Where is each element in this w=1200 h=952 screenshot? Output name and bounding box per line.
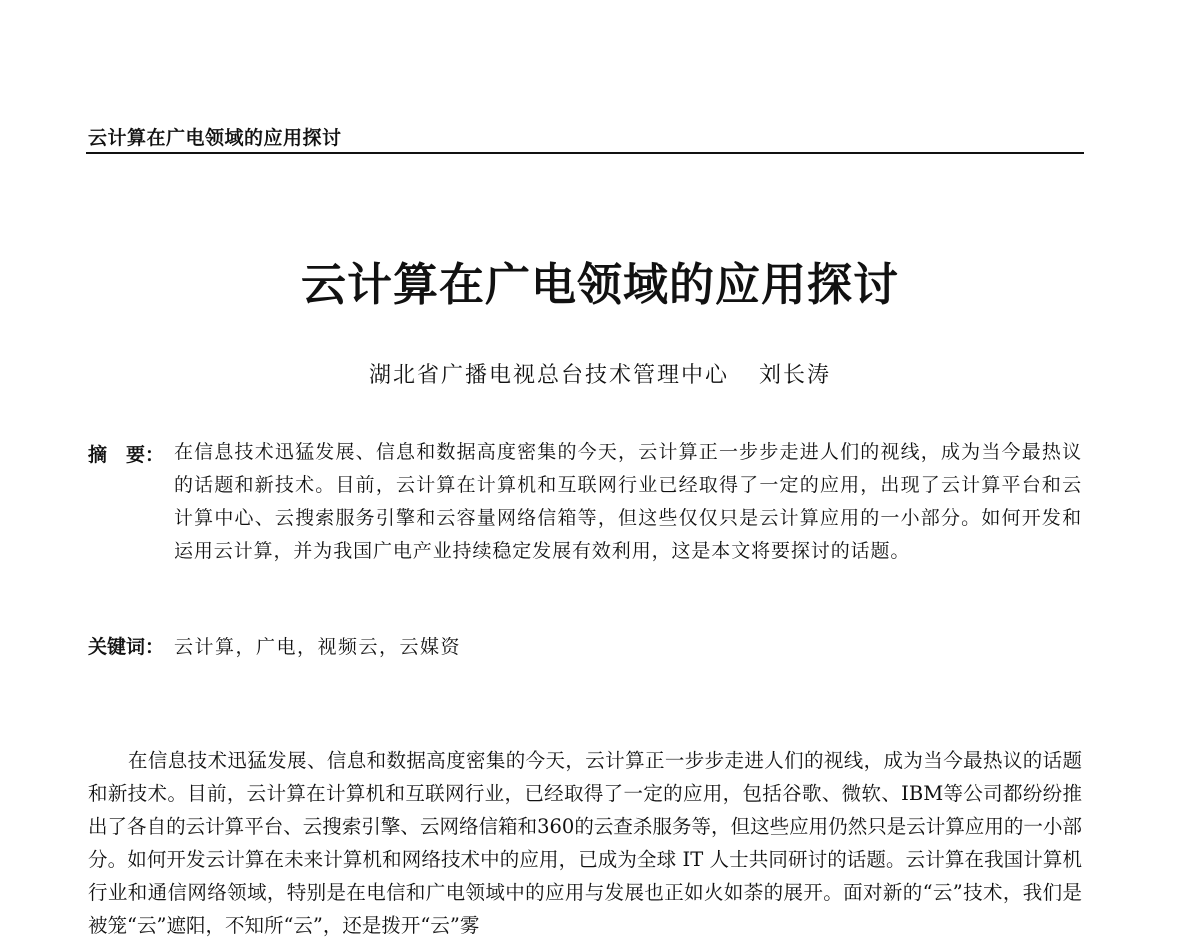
body-paragraph: 在信息技术迅猛发展、信息和数据高度密集的今天，云计算正一步步走进人们的视线，成为当今最热议的话题和新技术。目前，云计算在计算机和互联网行业，已经取得了一定的应用，包括谷歌、微软、IBM等公司都纷纷推出了各自的云计算平台、云搜索引擎、云网络信箱和360的云查杀服务等，但这些应用仍然只是云计算应用的一小部分。如何开发云计算在未来计算机和网络技术中的应用，已成为全球 IT 人士共同研讨的话题。云计算在我国计算机行业和通信网络领域，特别是在电信和广电领域中的应用与发展也正如火如荼的展开。面对新的“云”技术，我们是被笼“云”遮阳，不知所“云”，还是拨开“云”雾: [88, 749, 1082, 937]
article-title: 云计算在广电领域的应用探讨: [300, 258, 899, 311]
keywords-text: 云计算，广电，视频云，云媒资: [174, 636, 462, 658]
abstract-label: 摘 要：: [88, 444, 165, 466]
running-head-title: 云计算在广电领域的应用探讨: [88, 127, 342, 149]
header-rule: [86, 152, 1084, 154]
keywords-label: 关键词：: [88, 636, 165, 658]
author-name: 刘长涛: [759, 363, 832, 388]
affiliation: 湖北省广播电视总台技术管理中心: [368, 363, 729, 388]
abstract-text: 在信息技术迅猛发展、信息和数据高度密集的今天，云计算正一步步走进人们的视线，成为当今最热议的话题和新技术。目前，云计算在计算机和互联网行业已经取得了一定的应用，出现了云计算平台和云计算中心、云搜索服务引擎和云容量网络信箱等，但这些仅仅只是云计算应用的一小部分。如何开发和运用云计算，并为我国广电产业持续稳定发展有效利用，这是本文将要探讨的话题。: [174, 441, 1082, 562]
author-line: [0, 358, 1200, 389]
